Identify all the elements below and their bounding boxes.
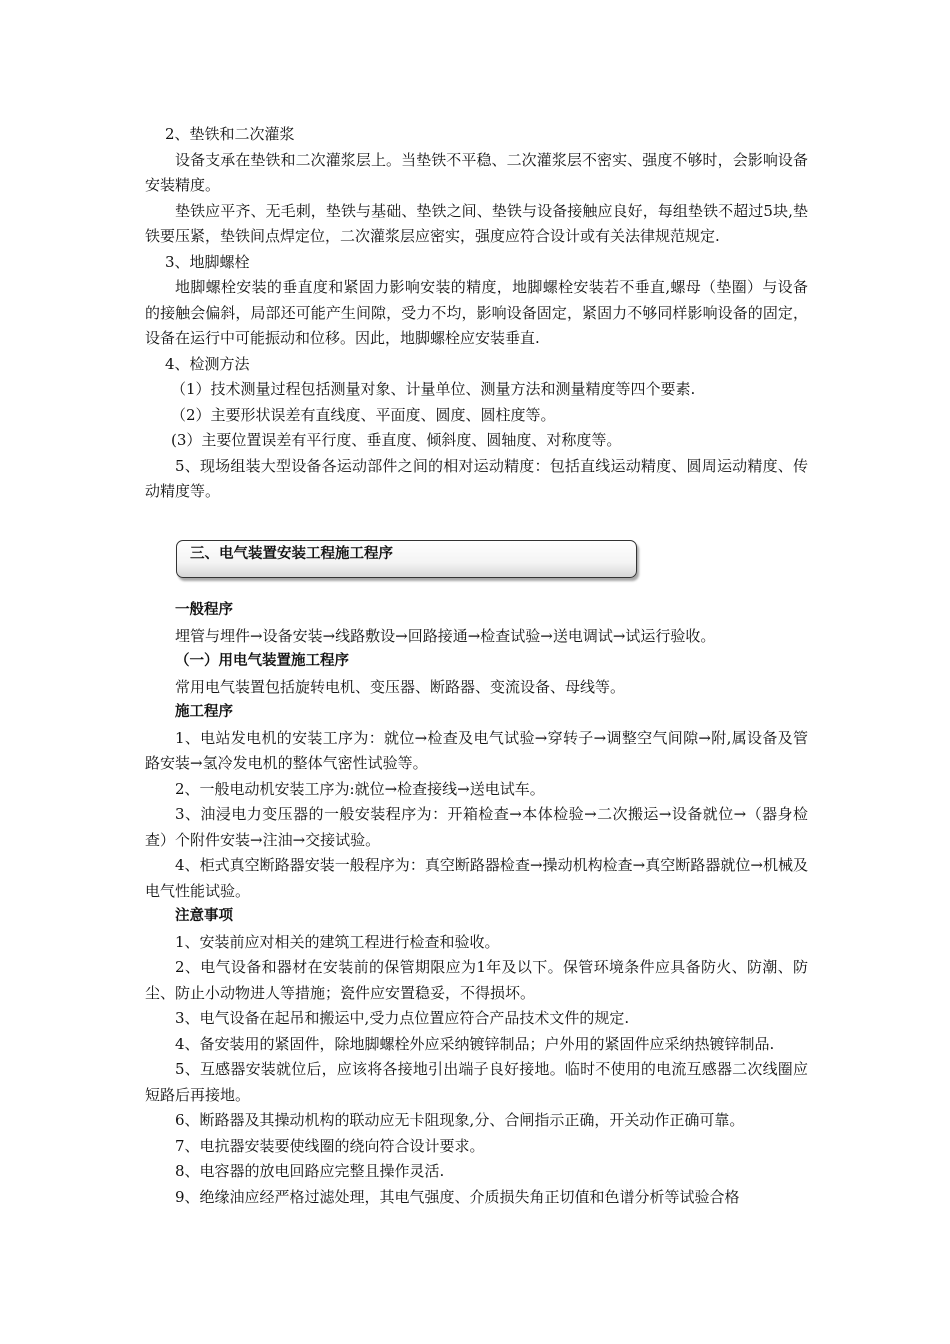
procedure-item-transformer: 3、油浸电力变压器的一般安装程序为：开箱检查→本体检验→二次搬运→设备就位→（器身检查）个附件安装→注油→交接试验。 — [145, 805, 808, 849]
precaution-item-8: 8、电容器的放电回路应完整且操作灵活. — [175, 1162, 445, 1180]
heading-shims-grouting: 2、垫铁和二次灌浆 — [165, 125, 295, 143]
precaution-item-1: 1、安装前应对相关的建筑工程进行检查和验收。 — [175, 932, 500, 951]
paragraph-shims-requirements: 垫铁应平齐、无毛刺，垫铁与基础、垫铁之间、垫铁与设备接触应良好，每组垫铁不超过5块,垫铁要压紧，垫铁间点焊定位，二次灌浆层应密实，强度应符合设计或有关法律规范规定. — [145, 201, 808, 245]
document-body-part-2 — [145, 598, 808, 1210]
heading-inspection-methods: 4、检测方法 — [165, 354, 250, 373]
paragraph-shims-support: 设备支承在垫铁和二次灌浆层上。当垫铁不平稳、二次灌浆层不密实、强度不够时，会影响设备安装精度。 — [145, 150, 808, 194]
section-title: 三、电气装置安装工程施工程序 — [190, 546, 393, 562]
heading-construction-procedure: 施工程序 — [175, 704, 233, 720]
precaution-item-9: 9、绝缘油应经严格过滤处理，其电气强度、介质损失角正切值和色谱分析等试验合格 — [175, 1187, 740, 1206]
precaution-item-7: 7、电抗器安装要使线圈的绕向符合设计要求。 — [175, 1136, 485, 1155]
list-item-position-errors: (3）主要位置误差有平行度、垂直度、倾斜度、圆轴度、对称度等。 — [171, 431, 622, 449]
paragraph-general-procedure: 埋管与埋件→设备安装→线路敷设→回路接通→检查试验→送电调试→试运行验收。 — [175, 626, 716, 645]
document-body-part-1 — [145, 122, 808, 505]
precaution-item-3: 3、电气设备在起吊和搬运中,受力点位置应符合产品技术文件的规定. — [175, 1009, 630, 1027]
precaution-item-6: 6、断路器及其操动机构的联动应无卡阻现象,分、合闸指示正确，开关动作正确可靠。 — [175, 1111, 745, 1129]
list-item-measurement-process: （1）技术测量过程包括测量对象、计量单位、测量方法和测量精度等四个要素. — [171, 380, 696, 398]
procedure-item-breaker: 4、柜式真空断路器安装一般程序为：真空断路器检查→操动机构检查→真空断路器就位→机械及电气性能试验。 — [145, 856, 808, 900]
precaution-item-2: 2、电气设备和器材在安装前的保管期限应为1年及以下。保管环境条件应具备防火、防潮、防尘、防止小动物进人等措施；瓷件应安置稳妥，不得损坏。 — [145, 958, 808, 1002]
list-item-shape-errors: （2）主要形状误差有直线度、平面度、圆度、圆柱度等。 — [171, 405, 556, 424]
section-title-box — [176, 540, 637, 578]
procedure-item-generator: 1、电站发电机的安装工序为：就位→检查及电气试验→穿转子→调整空气间隙→附,属设备及管路安装→氢冷发电机的整体气密性试验等。 — [145, 728, 808, 772]
heading-precautions: 注意事项 — [175, 908, 233, 924]
precaution-item-4: 4、备安装用的紧固件，除地脚螺栓外应采纳镀锌制品；户外用的紧固件应采纳热镀锌制品. — [175, 1034, 775, 1053]
paragraph-common-devices: 常用电气装置包括旋转电机、变压器、断路器、变流设备、母线等。 — [175, 677, 626, 696]
precaution-item-5: 5、互感器安装就位后，应该将各接地引出端子良好接地。临时不使用的电流互感器二次线圈应短路后再接地。 — [145, 1060, 808, 1104]
procedure-item-motor: 2、一般电动机安装工序为:就位→检查接线→送电试车。 — [175, 779, 545, 798]
paragraph-relative-motion-accuracy: 5、现场组装大型设备各运动部件之间的相对运动精度：包括直线运动精度、圆周运动精度、传动精度等。 — [145, 456, 808, 500]
heading-electrical-device-procedure: （一）用电气装置施工程序 — [175, 653, 349, 669]
heading-general-procedure: 一般程序 — [175, 602, 233, 618]
heading-anchor-bolts: 3、地脚螺栓 — [165, 252, 250, 271]
paragraph-anchor-bolts: 地脚螺栓安装的垂直度和紧固力影响安装的精度，地脚螺栓安装若不垂直,螺母（垫圈）与设备的接触会偏斜，局部还可能产生间隙，受力不均，影响设备固定，紧固力不够同样影响设备的固定，设备在运行中可能振动和位移。因此，地脚螺栓应安装垂直. — [145, 278, 808, 347]
